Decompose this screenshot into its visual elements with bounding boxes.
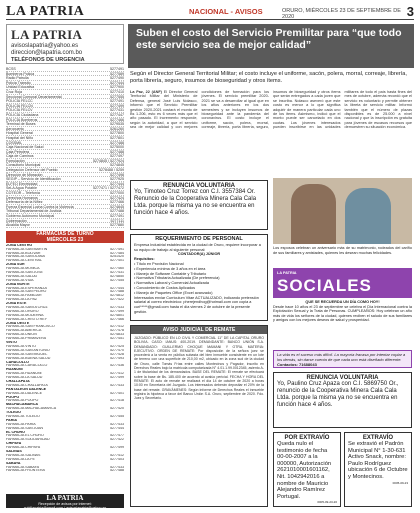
pharmacy-name: FARMACIA SANTA ANA [6, 255, 45, 259]
headline-banner [128, 24, 414, 68]
renuncia-ad-1 [130, 180, 268, 230]
pharmacy-phone: 5277412 [110, 372, 124, 376]
quote-text: La vida es el suceso más difícil. La mayoría fracasa por intentar copiar a los demás, sin darse cuenta de que cada uno está diseñado diferente. [277, 352, 406, 362]
directory-name: COSSMIL [6, 140, 23, 145]
directory-name: BCSS [6, 67, 16, 71]
pharmacy-name: FARMACIA SAN PEDRO [6, 290, 47, 294]
pharmacy-name: FARMACIA SAN FRANCISCO [6, 325, 55, 329]
pharmacy-phone: 5277412 [110, 325, 124, 329]
pharmacy-phone: 5277401 [110, 391, 124, 395]
section-label: NACIONAL - AVISOS [189, 7, 263, 16]
pharmacy-name: FARMACIA SOLIDARIDAD [6, 438, 50, 442]
footer-line-2: publilapatria@gmail.com / avisoslapatria@yahoo.es [23, 506, 107, 510]
directory-phone: 5274845 [110, 163, 124, 168]
pharmacy-name: ZONA CENTRO [6, 243, 33, 247]
directory-name: Tribunal Departamental de Justicia [6, 209, 62, 214]
pharmacy-phone: 5277403 [110, 457, 124, 461]
job-ad [130, 234, 268, 321]
pharmacy-name: SABAYA [6, 461, 21, 465]
pharmacy-name: FARMACIA SALINAS [6, 453, 41, 457]
pharmacy-phone: 5277412 [110, 453, 124, 457]
pharmacy-name: FARMACIA LA SALUD [6, 376, 43, 380]
directory-phone: 5277498 [110, 172, 124, 177]
pharmacy-phone: 5277433 [110, 306, 124, 310]
pharmacy-name: EL CHORO [6, 430, 25, 434]
person-figure [291, 184, 336, 244]
renuncia-ad-2 [273, 372, 412, 428]
pharmacy-name: FARMACIA LA PAZ [6, 298, 38, 302]
pharmacy-name: PANTALEÓN DALENCE [6, 387, 47, 391]
directory-name: Hospital General [6, 131, 33, 136]
directory-name: Cruz Roja [6, 89, 22, 94]
pharmacy-phone: 5277425 [110, 344, 124, 348]
directory-name: Gobernación [6, 218, 27, 223]
legal-notice-text: JUZGADO: PÚBLICO EN LO CIVIL Y COMERCIAL 11° DE LA CAPITAL ORURO BOLIVIA. CASO: IANUS: 400-2019. DEMANDANTE: BANCO UNIÓN S.A. DEMANDADO: GUILLERMO CHOQUE MAMANI Y OTRA. MATERIA: EJECUTIVO. ORDEN DE REMATE: Por disposición de la señora juez se procederá a la venta en pública subasta del bien inmueble consistente en un lote de terreno con una superficie de 210,00 m2, ubicado en la zona sud de la ciudad de Oruro, calle Tomás Frías entre calles Montecinos y Pagador, inscrito en Derechos Reales bajo la matrícula computarizada N° 4.01.1.99.0012345, asiento A-1 de titularidad de los demandados. BASE DEL REMATE: El remate se efectuará sobre la base de Bs. 185.400 de acuerdo al avalúo pericial. FECHA Y HORA DEL REMATE: El acto de remate se realizará el día 14 de octubre de 2020 a horas 10:00 en Secretaría del Juzgado. Los interesados deberán depositar el 20% de la base del remate. GRAVÁMENES: Según informe de Derechos Reales el inmueble registra la hipoteca a favor del Banco Unión S.A. Oruro, septiembre de 2020. Fdo. Juez y Secretario. [134, 336, 265, 401]
pharmacy-row [6, 469, 124, 473]
pharmacy-name: FARMACIA TOLEDO [6, 414, 40, 418]
directory-phone: 5277466 [110, 117, 124, 122]
directory-phone: 5277488 [110, 209, 124, 214]
directory-phone: 5277497 [110, 154, 124, 159]
directory-phone: 5277589 [110, 71, 124, 76]
pharmacy-list [6, 244, 124, 474]
directory-phone: 5277880 [110, 223, 124, 228]
pharmacy-name: FARMACIA PARÍA [6, 422, 36, 426]
sociales-heading: QUE SE RECUERDA UN DÍA COMO HOY! [305, 300, 380, 304]
directory-name: Policía Tránsito [6, 80, 31, 85]
directory-phone: 5277447 [110, 112, 124, 117]
pharmacy-name: CHIPAYA [6, 442, 22, 446]
pharmacy-phone: 5251420 [110, 255, 124, 259]
pharmacy-name: FARMACIA SALUD [6, 274, 38, 278]
pharmacy-phone: 5277418 [110, 399, 124, 403]
job-requirement: • Normativa Tributaria Actualizada (De preferencia) [134, 276, 264, 281]
directory-phone: 5277111 [110, 218, 124, 223]
directory-phone: 5277499 [110, 103, 124, 108]
lost-notice-1 [273, 432, 341, 507]
directory-name: Delegación Defensor del Pueblo [6, 168, 58, 173]
pharmacy-name: FARMACIA FAMILIAR [6, 294, 42, 298]
pharmacy-name: FARMACIA SAN MIGUEL [6, 352, 48, 356]
sociales-body: Desde hace 10 años el 23 de septiembre se celebra el Día Internacional contra la Explotación Sexual y la Trata de Personas. CUMPLEAÑOS: Hoy celebran un año más de vida los señores de la ciudad, quienes reciben el saludo de sus familiares y amigos con los mejores deseos de salud y prosperidad. [273, 304, 412, 322]
pharmacy-date: MIÉRCOLES 23 [46, 236, 84, 243]
pharmacy-title: FARMACIAS DE TURNO [36, 230, 94, 237]
footer-logo: LA PATRIA [46, 494, 84, 502]
pharmacy-phone: 5277455 [110, 278, 124, 282]
directory-phone: 5277444 [110, 80, 124, 85]
directory-name: Unidad Educativa [6, 85, 35, 90]
pharmacy-name: FARMACIA MÓNICA [6, 267, 40, 271]
lost-notice-2 [344, 432, 412, 507]
directory-name: Terminal de Buses [6, 122, 36, 127]
directory-name: Caja Nacional de Salud [6, 145, 44, 150]
directory-name: SEGIP – Servicio de Identificación [6, 177, 61, 182]
pharmacy-name: FARMACIA SABAYA [6, 465, 40, 469]
page-number: 3 [406, 4, 414, 19]
job-requirement: • Experiencia mínima de 3 años en el área [134, 267, 264, 272]
article-body [130, 90, 412, 172]
directory-name: Defensoría de la Niñez [6, 200, 43, 205]
legal-notice [130, 325, 268, 507]
pharmacy-phone: 5277433 [110, 422, 124, 426]
renuncia-title: RENUNCIA VOLUNTARIA [306, 375, 379, 381]
pharmacy-name: FARMACIA SAN JUAN [6, 426, 43, 430]
contact-email-direction[interactable]: direccion@lapatria.com.bo [11, 50, 83, 56]
pharmacy-name: CARACOLLO [6, 360, 29, 364]
pharmacy-name: ZONA SUR [6, 263, 25, 267]
job-intro: Empresa Industrial establecida en la ciudad de Oruro, requiere incorporar a su equipo de trabajo al siguiente personal: [134, 242, 261, 252]
sociales-banner [273, 268, 412, 298]
pharmacy-phone: 5274801 [110, 313, 124, 317]
sociales-text [273, 300, 412, 323]
newspaper-logo: LA PATRIA [6, 4, 85, 19]
directory-name: POLICÍA FELCV [6, 108, 33, 113]
directory-phone: 5277925 [110, 177, 124, 182]
directory-name: Hospital del Niño [6, 135, 34, 140]
sociales-title: SOCIALES [277, 276, 372, 295]
pharmacy-phone: 5277499 [110, 309, 124, 313]
directory-phone: 5277491 [110, 67, 124, 71]
pharmacy-name: FARMACIA SAN JOSÉ [6, 271, 43, 275]
phone-directory [6, 67, 124, 228]
pharmacy-phone: 5277444 [110, 426, 124, 430]
directory-name: Dirección de Migración [6, 172, 43, 177]
directory-phone: 5277424 [110, 195, 124, 200]
directory-phone: 5277555 [110, 94, 124, 99]
job-closing: Interesados enviar Curriculum Vitae ACTUALIZADO, indicando pretensión salarial al correo electrónico: pherejendhog@hotmail.com con copia a curi*****@gmail.com hasta el día viernes 2 de octubre de la presente gestión. [134, 295, 259, 314]
pharmacy-name: FARMACIA BUENA SALUD [6, 356, 51, 360]
directory-phone: 5277000 [110, 191, 124, 196]
headline: Suben el costo del Servicio Premilitar para “que todo este servicio sea de mejor calidad” [136, 27, 402, 51]
pharmacy-name: FARMACIA DALENCE [6, 391, 43, 395]
directory-name: POLICÍA Ciudadana [6, 112, 39, 117]
directory-name: Derechos Humanos [6, 195, 38, 200]
pharmacy-phone: 5277484 [110, 251, 124, 255]
pharmacy-name: CHALLAPATA [6, 379, 30, 383]
directory-name: POLICÍA FELCC [6, 99, 33, 104]
pharmacy-name: FARMACIA AMÉRICA [6, 329, 42, 333]
job-req-label: Requisitos: [134, 257, 155, 262]
footer-line-1: Recepción de avisos por internet: [38, 502, 92, 506]
lost-code: 0005-09-23-20 [317, 500, 337, 505]
pharmacy-name: FARMACIA HUANUNI [6, 372, 42, 376]
pharmacy-phone: 5277431 [110, 271, 124, 275]
urgency-heading: TELÉFONOS DE URGENCIA [11, 57, 85, 63]
pharmacy-phone: 5277444 [110, 286, 124, 290]
job-requirement: • Manejo de Paquetes Office (Excel avanzado) [134, 291, 264, 296]
pharmacy-name: MACHACAMARCA [6, 403, 38, 407]
pharmacy-phone: 5277451 [110, 337, 124, 341]
pharmacy-name: FARMACIA BOLÍVAR [6, 251, 41, 255]
directory-name: Caja de Caminos [6, 154, 34, 159]
pharmacy-name: FARMACIA SAN ANTONIO [6, 348, 50, 352]
pharmacy-name: FARMACIA CHIPAYA [6, 446, 41, 450]
directory-phone: 5277488 [110, 140, 124, 145]
pharmacy-name: PARÍA [6, 418, 17, 422]
lost-title: EXTRAVÍO [362, 435, 394, 441]
pharmacy-phone: 5277499 [110, 446, 124, 450]
left-footer [6, 494, 124, 508]
quote-box [273, 350, 412, 368]
directory-name: Fuerza Especial Lucha Contra la Violencia [6, 204, 74, 209]
directory-name: Consultorio Municipal [6, 163, 41, 168]
issue-date: ORURO, MIÉRCOLES 23 DE SEPTIEMBRE DE 2020 [282, 8, 401, 20]
pharmacy-heading [6, 231, 124, 243]
directory-phone: 5275000 [110, 145, 124, 150]
directory-name: Seccional Comunal Departamental [6, 94, 62, 99]
pharmacy-phone: 5277436 [110, 364, 124, 368]
pharmacy-phone: 5274833 [110, 333, 124, 337]
pharmacy-name: ZONA NORTE [6, 282, 30, 286]
directory-phone: 5277488 [110, 149, 124, 154]
pharmacy-name: ZONA OESTE [6, 321, 30, 325]
pharmacy-phone: 5277428 [110, 352, 124, 356]
pharmacy-name: FARMACIA MACHACAMARCA [6, 407, 57, 411]
directory-name: ELFEO Electricidad [6, 181, 38, 186]
pharmacy-phone: 5277422 [110, 438, 124, 442]
contact-email[interactable]: avisoslapatria@yahoo.es [11, 43, 79, 49]
directory-name: Radio Patrulla [6, 76, 29, 81]
pharmacy-name: FARMACIA VIDA [6, 278, 34, 282]
directory-phone: 5279535 [110, 122, 124, 127]
pharmacy-name: FARMACIA VINTO [6, 344, 37, 348]
directory-phone: 5277431 [110, 108, 124, 113]
quote-contact: Contactos: 71688043 [277, 362, 317, 367]
renuncia-title: RENUNCIA VOLUNTARIA [163, 183, 235, 189]
directory-phone: 5277466 [110, 200, 124, 205]
directory-phone: 5277471 / 5277472 [93, 186, 124, 191]
directory-name: POLICÍA FELCN [6, 103, 33, 108]
directory-phone: 5277490 [110, 76, 124, 81]
pharmacy-name: TOLEDO [6, 411, 21, 415]
job-role: CONTADOR(A) JÚNIOR [177, 252, 221, 257]
directory-phone: 5277491 [110, 99, 124, 104]
contact-box [6, 24, 124, 64]
pharmacy-phone: 5277455 [110, 414, 124, 418]
pharmacy-name: POOPÓ [6, 395, 20, 399]
directory-name: Gobierno Autónomo Municipal [6, 214, 55, 218]
article-byline: La Paz, 22 (ANF) [130, 90, 162, 94]
pharmacy-name: FARMACIA CENTRAL [6, 259, 42, 263]
lost-text: Se extravió el Padrón Municipal N° 1-30-631 Activo Snack, nombre: Paulo Rodríguez ubicación 6 de Octubre y Montecinos. [348, 441, 408, 480]
pharmacy-phone: 5277460 [110, 267, 124, 271]
directory-name: Bomberos Policía [6, 71, 35, 76]
directory-name: Aeropuerto [6, 126, 24, 131]
directory-row [6, 223, 124, 228]
renuncia-text: Yo, Timoteo Cruz Torrez con C.I. 3557384 Or. Renuncio de la Cooperativa Minera Cala Cala Ltda. porque la misma ya no se encuentra en función hace 4 años. [134, 189, 257, 216]
pharmacy-name: FARMACIA SAN MARTÍN [6, 247, 48, 251]
directory-phone: 5274845 [110, 204, 124, 209]
pharmacy-name: FARMACIA CHALLAPATA [6, 383, 48, 387]
pharmacy-phone: 5277401 [110, 259, 124, 263]
article-lead: Según el Director General Territorial Militar; el costo incluye el uniforme, sacón, polera, morral, correaje, librería, porta librería, seguro, insumos de bioseguridad y otros ítems. [130, 71, 407, 84]
pharmacy-phone: 5277420 [110, 407, 124, 411]
contact-logo: LA PATRIA [11, 27, 83, 42]
directory-name: COTEOR – Telefonía [6, 191, 40, 196]
pharmacy-phone: 5277491 [110, 247, 124, 251]
directory-name: Caja Petrolera [6, 149, 29, 154]
directory-name: Alcaldía Mayor [6, 223, 30, 228]
left-column [6, 24, 124, 508]
pharmacy-phone: 5277499 [110, 376, 124, 380]
pharmacy-phone: 5277493 [110, 356, 124, 360]
pharmacy-phone: 5277478 [110, 329, 124, 333]
lost-code: 0005-09-23 [392, 480, 408, 485]
lost-text: Queda nulo el testimonio de fecha 00-00-2007 a la 000000, Autorización 2621010001601162, Nit. 1042942016 a nombre de Mauricio Alejandro Ramírez Portugal. [277, 441, 332, 500]
directory-phone: 5261260 [110, 126, 124, 131]
pharmacy-phone: 5277488 [110, 290, 124, 294]
directory-phone: 5277900 [110, 85, 124, 90]
photo-caption: Los esposos celebran un aniversario más de su matrimonio, rodeados del cariño de sus familiares y amistades, quienes les desean muchas felicidades. [273, 246, 412, 255]
pharmacy-name: FARMACIA MODERNA [6, 313, 44, 317]
pharmacy-name: FARMACIA SANTA CRUZ [6, 306, 48, 310]
lost-title: POR EXTRAVÍO [284, 435, 330, 441]
job-requirement: • Título en Provisión Nacional [134, 262, 264, 267]
pharmacy-name: SALINAS [6, 449, 22, 453]
directory-phone: 5277800 [110, 131, 124, 136]
pharmacy-name: FARMACIA ORURO [6, 309, 39, 313]
couple-photo [273, 178, 412, 244]
directory-phone: 5277444 [110, 181, 124, 186]
article-text: El Director General Territorial Militar del Ministerio de Defensa, general José Luis Nolasco, informó que el Servicio Premilitar gestión 2020-2021 costará el monto de Bs 1.206, esto es 6 veces más que el año pasado. El incremento responde, según la autoridad, a que el servicio sea de mejor calidad y con mejores condiciones de formación para los jóvenes. El servicio premilitar 2020-2021 se va a desarrollar al igual que en los años anteriores en los dos semestres y se incluyen insumos de bioseguridad ante la pandemia del coronavirus. El costo incluye el uniforme, sacón, polera, morral, correaje, librería, porta librería, seguro, insumos de bioseguridad y otros ítems que serán entregados a cada joven que se inscriba. Nolasco aseveró que este costo es menor a lo que significa adquirir de manera particular cada uno de los ítems. Asimismo, indicó que el monto puede ser cancelado en dos cuotas. Los jóvenes interesados pueden inscribirse en las unidades militares de todo el país hasta fines del mes de octubre, además recordó que el servicio es voluntario y permite obtener la libreta de servicio militar. Informó también que el número de plazas disponibles es de 25.000 a nivel nacional y que la inscripción es gratuita para jóvenes de escasos recursos que demuestren su situación económica. [130, 90, 412, 130]
directory-phone: 5278488 / 5259 [99, 168, 124, 173]
pharmacy-phone: 5277433 [110, 465, 124, 469]
directory-phone: 5277491 [110, 214, 124, 218]
job-requirement: • Manejo de Software Contable y Tributario [134, 272, 264, 277]
pharmacy-name: VINTO [6, 341, 17, 345]
pharmacy-name: FARMACIA CRISTO REY [6, 317, 48, 321]
job-title: REQUERIMIENTO DE PERSONAL [155, 236, 243, 242]
directory-name: Fomulación [6, 158, 25, 163]
person-figure [345, 188, 391, 244]
pharmacy-name: FARMACIA PRIMAVERA [6, 337, 47, 341]
directory-phone: 5274845 / 5277924 [93, 158, 124, 163]
pharmacy-phone: 5274850 [110, 274, 124, 278]
pharmacy-phone: 5274812 [110, 294, 124, 298]
pharmacy-phone: 5277422 [110, 298, 124, 302]
masthead [6, 4, 414, 20]
pharmacy-name: FARMACIA LA FE [6, 457, 35, 461]
renuncia-text: Yo, Paulino Cruz Apaza con C.I. 5869750 Or., renuncio de la Cooperativa Minera Cala Cala Ltda. porque la misma ya no se encuentra en función hace 4 años. [277, 381, 399, 408]
pharmacy-name: ZONA ESTE [6, 302, 27, 306]
pharmacy-phone: 5277433 [110, 383, 124, 387]
pharmacy-name: FARMACIA FRONTERA [6, 469, 45, 473]
legal-notice-title: AVISO JUDICIAL DE REMATE [131, 326, 267, 334]
pharmacy-name: HUANUNI [6, 368, 23, 372]
job-requirement: • Normativa Laboral y Comercial Actualizada [134, 281, 264, 286]
pharmacy-phone: 5277488 [110, 469, 124, 473]
pharmacy-name: FARMACIA ESPERANZA [6, 286, 47, 290]
pharmacy-phone: 5277466 [110, 317, 124, 321]
pharmacy-name: FARMACIA CARACOLLO [6, 364, 48, 368]
directory-phone: 5277801 [110, 135, 124, 140]
pharmacy-phone: 5277477 [110, 434, 124, 438]
sociales-kicker: LA PATRIA [277, 271, 297, 275]
directory-name: SeLA Agua Potable [6, 186, 37, 191]
pharmacy-name: FARMACIA POOPÓ [6, 399, 39, 403]
job-requirements [134, 262, 264, 296]
pharmacy-name: FARMACIA EL CHORO [6, 434, 44, 438]
directory-phone: 5277410 [110, 89, 124, 94]
job-requirement: • Conocimiento de Costos Aplicados [134, 286, 264, 291]
pharmacy-phone: 5277470 [110, 348, 124, 352]
pharmacy-name: FARMACIA UNIÓN [6, 333, 37, 337]
directory-name: POLICÍA Bomberos [6, 117, 38, 122]
